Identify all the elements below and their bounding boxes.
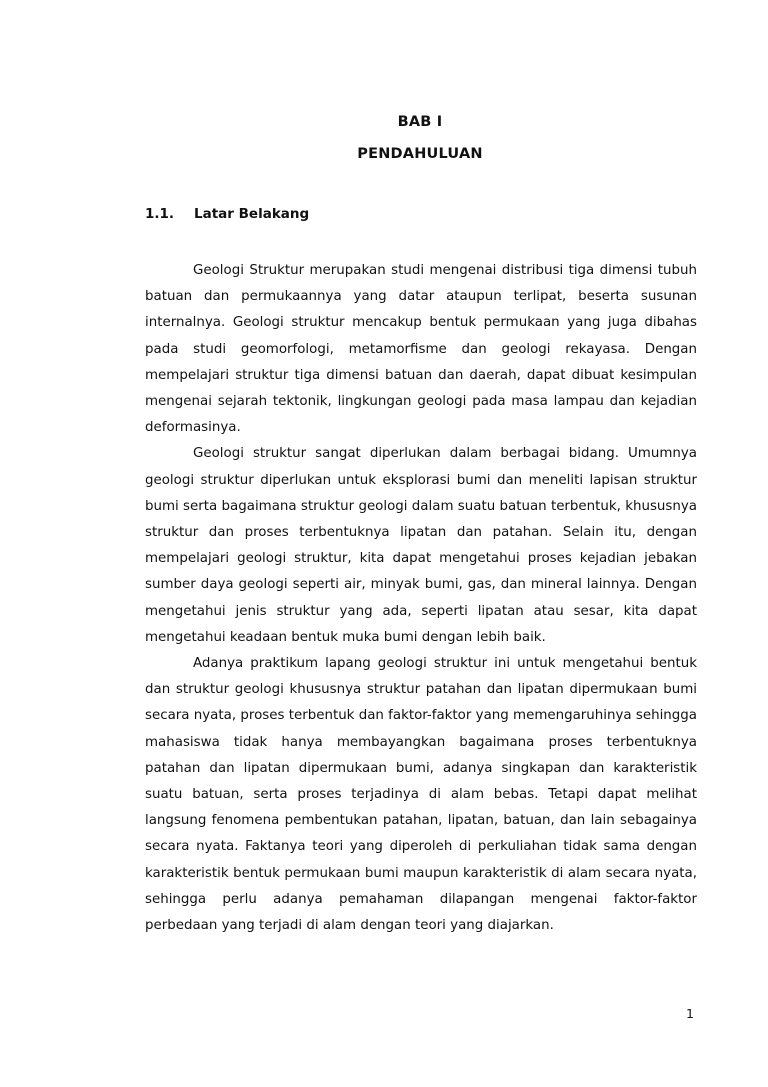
paragraph-3: Adanya praktikum lapang geologi struktur ini untuk mengetahui bentuk dan struktur geologi khususnya struktur patahan dan lipatan dipermukaan bumi secara nyata, proses terbentuk dan faktor-faktor yang memengaruhinya sehingga mahasiswa tidak hanya membayangkan bagaimana proses terbentuknya patahan dan lipatan dipermukaan bumi, adanya singkapan dan karakteristik suatu batuan, serta proses terjadinya di alam bebas. Tetapi dapat melihat langsung fenomena pembentukan patahan, lipatan, batuan, dan lain sebagainya secara nyata. Faktanya teori yang diperoleh di perkuliahan tidak sama dengan karakteristik bentuk permukaan bumi maupun karakteristik di alam secara nyata, sehingga perlu adanya pemahaman dilapangan mengenai faktor-faktor perbedaan yang terjadi di alam dengan teori yang diajarkan. [145,656,697,934]
chapter-title: PENDAHULUAN [357,146,483,162]
section-title: Latar Belakang [194,206,310,222]
section-number: 1.1. [145,206,175,222]
paragraph-2: Geologi struktur sangat diperlukan dalam berbagai bidang. Umumnya geologi struktur diperlukan untuk eksplorasi bumi dan meneliti lapisan struktur bumi serta bagaimana struktur geologi dalam suatu batuan terbentuk, khususnya struktur dan proses terbentuknya lipatan dan patahan. Selain itu, dengan mempelajari geologi struktur, kita dapat mengetahui proses kejadian jebakan sumber daya geologi seperti air, minyak bumi, gas, dan mineral lainnya. Dengan mengetahui jenis struktur yang ada, seperti lipatan atau sesar, kita dapat mengetahui keadaan bentuk muka bumi dengan lebih baik. [145,446,697,645]
section-heading [145,206,309,222]
body-text [145,258,697,939]
page-number: 1 [686,1006,694,1021]
paragraph-1: Geologi Struktur merupakan studi mengenai distribusi tiga dimensi tubuh batuan dan permukaannya yang datar ataupun terlipat, beserta susunan internalnya. Geologi struktur mencakup bentuk permukaan yang juga dibahas pada studi geomorfologi, metamorfisme dan geologi rekayasa. Dengan mempelajari struktur tiga dimensi batuan dan daerah, dapat dibuat kesimpulan mengenai sejarah tektonik, lingkungan geologi pada masa lampau dan kejadian deformasinya. [145,263,697,436]
chapter-label: BAB I [397,114,443,130]
